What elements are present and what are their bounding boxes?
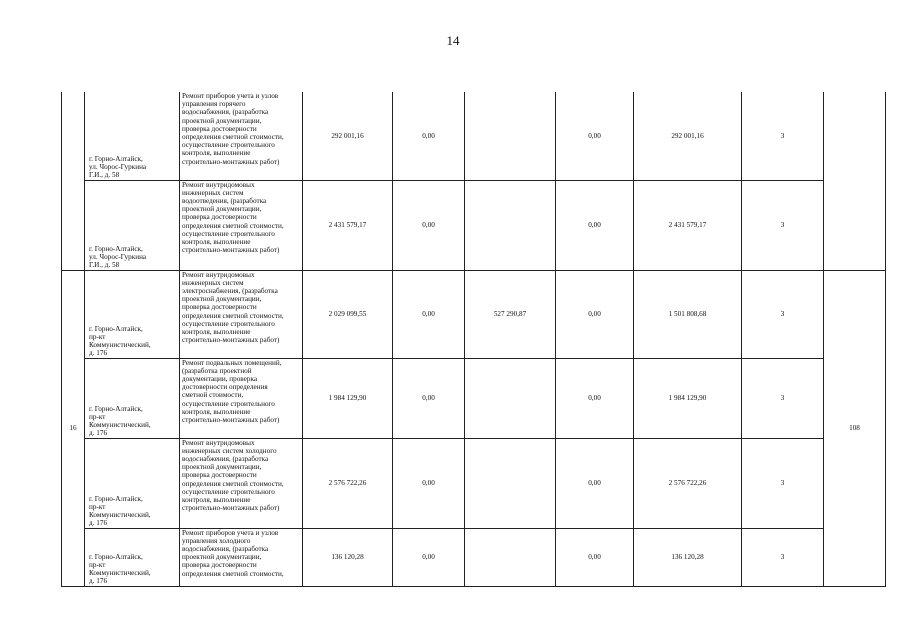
table-row bbox=[62, 358, 886, 438]
amount-cell-b bbox=[465, 438, 556, 528]
row-number-cell: 16 bbox=[62, 270, 85, 586]
amount-cell-b bbox=[465, 528, 556, 586]
amount-cell-d: 292 001,16 bbox=[634, 92, 742, 180]
amount-cell-d: 2 431 579,17 bbox=[634, 180, 742, 270]
amount-cell-b bbox=[465, 92, 556, 180]
amount-cell-e: 3 bbox=[742, 358, 824, 438]
amount-cell-e: 3 bbox=[742, 528, 824, 586]
amount-cell-c: 0,00 bbox=[556, 270, 634, 358]
address-cell: г. Горно-Алтайск, пр-кт Коммунистический, д. 176 bbox=[85, 270, 180, 358]
page-number: 14 bbox=[446, 33, 460, 48]
amount-cell-e: 3 bbox=[742, 270, 824, 358]
total-cost-cell: 2 576 722,26 bbox=[303, 438, 393, 528]
amount-cell-b bbox=[465, 358, 556, 438]
table-row bbox=[62, 92, 886, 180]
amount-cell-c: 0,00 bbox=[556, 180, 634, 270]
address-cell: г. Горно-Алтайск, пр-кт Коммунистический, д. 176 bbox=[85, 358, 180, 438]
work-description-cell: Ремонт приборов учета и узлов управления холодного водоснабжения, (разработка проектной документации, проверка достоверности определения сметной стоимости, bbox=[180, 528, 303, 586]
table-row bbox=[62, 270, 886, 358]
amount-cell-a: 0,00 bbox=[393, 270, 465, 358]
amount-cell-e: 3 bbox=[742, 92, 824, 180]
amount-cell-c: 0,00 bbox=[556, 358, 634, 438]
amount-cell-a: 0,00 bbox=[393, 438, 465, 528]
work-description-cell: Ремонт подвальных помещений, (разработка проектной документации, проверка достоверности определения сметной стоимости, осуществление строительного контроля, выполнение строительно-монтажных работ) bbox=[180, 358, 303, 438]
amount-cell-d: 1 501 808,68 bbox=[634, 270, 742, 358]
work-description-cell: Ремонт внутридомовых инженерных систем электроснабжения, (разработка проектной документации, проверка достоверности определения сметной стоимости, осуществление строительного контроля, выполнение строительно-монтажных работ) bbox=[180, 270, 303, 358]
total-cost-cell: 292 001,16 bbox=[303, 92, 393, 180]
amount-cell-b: 527 290,87 bbox=[465, 270, 556, 358]
amount-cell-e: 3 bbox=[742, 180, 824, 270]
total-cost-cell: 2 431 579,17 bbox=[303, 180, 393, 270]
address-cell: г. Горно-Алтайск, пр-кт Коммунистический, д. 176 bbox=[85, 438, 180, 528]
table-row bbox=[62, 528, 886, 586]
address-cell: г. Горно-Алтайск, пр-кт Коммунистический, д. 176 bbox=[85, 528, 180, 586]
address-cell: г. Горно-Алтайск, ул. Чорос-Гуркина Г.И., д. 58 bbox=[85, 92, 180, 180]
total-cost-cell: 1 984 129,90 bbox=[303, 358, 393, 438]
amount-cell-d: 136 120,28 bbox=[634, 528, 742, 586]
amount-cell-a: 0,00 bbox=[393, 92, 465, 180]
total-cost-cell: 2 029 099,55 bbox=[303, 270, 393, 358]
amount-cell-c: 0,00 bbox=[556, 528, 634, 586]
amount-cell-a: 0,00 bbox=[393, 358, 465, 438]
amount-cell-c: 0,00 bbox=[556, 92, 634, 180]
amount-cell-d: 1 984 129,90 bbox=[634, 358, 742, 438]
last-column-cell bbox=[824, 92, 886, 270]
last-column-value: 108 bbox=[824, 270, 886, 586]
work-description-cell: Ремонт приборов учета и узлов управления горячего водоснабжения, (разработка проектной документации, проверка достоверности определения сметной стоимости, осуществление строительного контроля, выполнение строительно-монтажных работ) bbox=[180, 92, 303, 180]
total-cost-cell: 136 120,28 bbox=[303, 528, 393, 586]
work-description-cell: Ремонт внутридомовых инженерных систем холодного водоснабжения, (разработка проектной документации, проверка достоверности определения сметной стоимости, осуществление строительного контроля, выполнение строительно-монтажных работ) bbox=[180, 438, 303, 528]
repair-program-table bbox=[61, 92, 886, 587]
amount-cell-c: 0,00 bbox=[556, 438, 634, 528]
amount-cell-a: 0,00 bbox=[393, 180, 465, 270]
amount-cell-e: 3 bbox=[742, 438, 824, 528]
amount-cell-b bbox=[465, 180, 556, 270]
table-row bbox=[62, 180, 886, 270]
row-number-cell bbox=[62, 92, 85, 270]
address-cell: г. Горно-Алтайск, ул. Чорос-Гуркина Г.И., д. 58 bbox=[85, 180, 180, 270]
amount-cell-d: 2 576 722,26 bbox=[634, 438, 742, 528]
work-description-cell: Ремонт внутридомовых инженерных систем водоотведения, (разработка проектной документации, проверка достоверности определения сметной стоимости, осуществление строительного контроля, выполнение строительно-монтажных работ) bbox=[180, 180, 303, 270]
table-row bbox=[62, 438, 886, 528]
amount-cell-a: 0,00 bbox=[393, 528, 465, 586]
